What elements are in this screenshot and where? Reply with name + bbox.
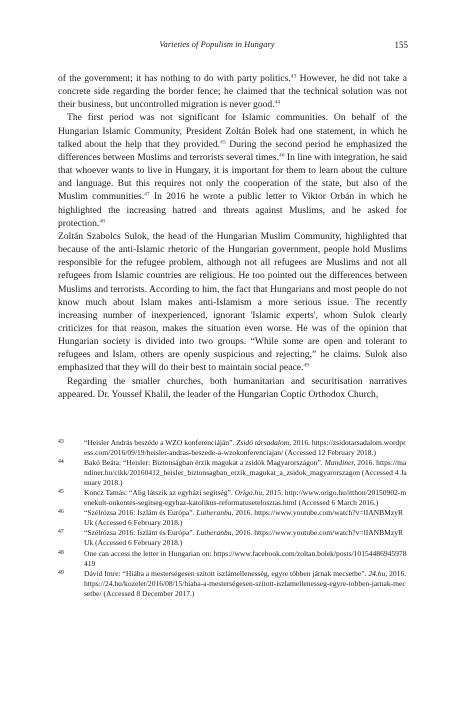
footnote: 45 Koncz Tamás: “Alig látszik az egyházi segítség”. Origo.hu, 2015. http://www.origo.hu/itthon/20150902-menekult-onkentes-segitseg-egyhaz-katolikus-reformatusetelosztas.html (Accessed 6 March 2016.): [58, 488, 407, 508]
page-header: [58, 40, 408, 54]
body-text: [58, 72, 407, 401]
footnote-number: 45: [58, 489, 64, 496]
footnote-source: 24.hu,: [368, 568, 388, 578]
paragraph-4: Regarding the smaller churches, both humanitarian and securitisation narratives appeared. Dr. Youssef Khalil, the leader of the Hungarian Coptic Orthodox Church,: [58, 375, 407, 400]
footnote: 48 One can access the letter in Hungarian on: https://www.facebook.com/zoltan.bolek/posts/10154486945978419: [58, 548, 407, 568]
paragraph-3: Zoltán Szabolcs Sulok, the head of the Hungarian Muslim Community, highlighted that because of the anti-Islamic rhetoric of the Hungarian government, people hold Muslims responsible for the refugee problem, although not all refugees are Muslims and not all refugees from Islamic countries are religious. He too pointed out the differences between Muslims and terrorists. According to him, the fact that Hungarians and most people do not know much about Islam makes anti-Islamism a more serious issue. The recently increasing number of inexperienced, ignorant 'Islamic experts', whom Sulok clearly criticizes for that reason, makes the situation even worse. He was of the opinion that Hungarian society is divided into two groups. “While some are open and tolerant to refugees and Islam, others are openly suspicious and rejecting,” he claims. Sulok also emphasized that they will do their best to maintain social peace.$^{49}$: [58, 230, 407, 374]
footnote-ref[interactable]: 49: [303, 362, 309, 369]
footnote-source: Zsidó társadalom,: [236, 438, 292, 447]
footnote: 46 “Szélrózsa 2016: Iszlám és Európa”. Lutheranbu, 2016. https://www.youtube.com/watch?v=lIANBMzyRUk (Accessed 6 February 2018.): [58, 508, 404, 528]
footnote-ref[interactable]: 47: [144, 191, 150, 198]
footnote-ref[interactable]: 44: [274, 99, 281, 106]
footnote-number: 46: [58, 509, 64, 516]
footnotes: [58, 438, 407, 599]
footnote-number: 49: [58, 569, 64, 576]
footnote-source: Origo.hu,: [234, 488, 264, 498]
footnote-ref[interactable]: 45: [220, 139, 226, 146]
page-number: 155: [394, 40, 408, 50]
footnote-source: Lutheranbu,: [196, 508, 234, 518]
footnote-ref[interactable]: 43: [290, 73, 297, 80]
footnote: 43 “Heisler András beszéde a WZO konferenciáján”. Zsidó társadalom, 2016. https://zsidotarsadalom.wordpress.com/2016/09/19/heisler-andras-beszede-a-wzokonferenciajan/ (Accessed 12 February 2018.): [58, 438, 406, 458]
footnote-ref[interactable]: 48: [99, 218, 105, 225]
footnote-number: 44: [58, 459, 64, 466]
footnote-ref[interactable]: 46: [278, 152, 285, 159]
paragraph-2: The first period was not significant for Islamic communities. On behalf of the Hungarian Islamic Community, President Zoltán Bolek had one statement, in which he talked about the help that they provided.$^{45}$ During the second period he emphasized the differences between Muslims and terrorists several times.$^{46}$ In line with integration, he said that whoever wants to live in Hungary, it is important for them to learn about the culture and language. But this requires not only the cooperation of the state, but also of the Muslim communities.$^{47}$ In 2016 he wrote a public letter to Viktor Orbán in which he highlighted the increasing hatred and threats against Muslims, and he asked for protection.$^{48}$: [58, 112, 407, 229]
footnote-number: 43: [58, 439, 64, 445]
footnote-number: 47: [58, 529, 64, 536]
footnote-source: Mandiner,: [324, 458, 356, 468]
footnote: 49 Dávid Imre: “Hiába a mesterségesen szított iszlámellenesség, egyre többen járnak mecsetbe”. 24.hu, 2016. https://24.hu/kozelet/2016/08/15/hiaba-a-mesterségesen-szitott-iszlamellenesseg-egyre-tobben-jarnak-mecsetbe/ (Accessed 8 December 2017.): [58, 568, 407, 598]
paragraph-1: of the government; it has nothing to do with party politics.$^{43}$ However, he did not take a concrete side regarding the border fence; he claimed that the technical solution was not their business, but uncontrolled migration is never good.$^{44}$: [58, 73, 407, 111]
footnote: 47 “Szélrózsa 2016: Iszlám és Európa”. Lutheranbu, 2016. https://www.youtube.com/watch?v=lIANBMzyRUk (Accessed 6 February 2018.): [58, 528, 404, 548]
footnote: 44 Bakó Beáta: “Heisler: Biztonságban érzik magukat a zsidók Magyarországon”. Mandiner, 2016. https://mandiner.hu/cikk/20160412_heisler_biztonsagban_erzik_magukat_a_zsidok_magyarorszagon (Accessed 4 January 2018.): [58, 458, 407, 488]
footnote-number: 48: [58, 549, 64, 556]
running-head: Varieties of Populism in Hungary: [159, 40, 275, 49]
footnote-source: Lutheranbu,: [196, 528, 234, 538]
